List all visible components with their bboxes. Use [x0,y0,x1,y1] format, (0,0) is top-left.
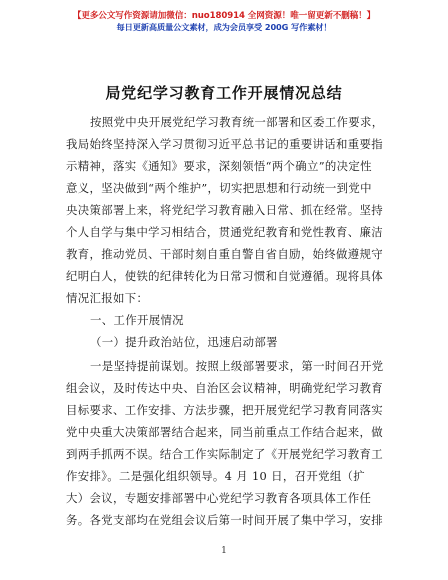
body-line: 作安排》。二是强化组织领导。4 月 10 日，召开党组（扩 [66,469,366,483]
body-line: 意义，坚决做到“两个维护”，切实把思想和行动统一到党中 [66,181,372,195]
body-line: 组会议，及时传达中央、自治区会议精神，明确党纪学习教育 [66,381,383,395]
page-number: 1 [221,546,227,556]
body-line: 务。各党支部均在党组会议后第一时间开展了集中学习，安排 [66,513,383,527]
body-line: 个人自学与集中学习相结合，贯通党纪教育和党性教育、廉洁 [66,225,383,239]
body-line: 大）会议，专题安排部署中心党纪学习教育各项具体工作任 [66,491,372,505]
body-line: 按照党中央开展党纪学习教育统一部署和区委工作要求， [90,115,384,129]
body-line: 示精神，落实《通知》要求，深刻领悟“两个确立”的决定性 [66,159,372,173]
promo-banner-line-2: 每日更新高质量公文素材，成为会员享受 200G 写作素材！ [116,22,332,32]
body-line: 央决策部署上来，将党纪学习教育融入日常、抓在经常。坚持 [66,203,383,217]
body-line: 党中央重大决策部署结合起来，同当前重点工作结合起来，做 [66,425,383,439]
body-line: 目标要求、工作安排、方法步骤，把开展党纪学习教育同落实 [66,403,383,417]
body-line: 情况汇报如下： [66,291,149,305]
body-line: 我局始终坚持深入学习贯彻习近平总书记的重要讲话和重要指 [66,137,383,151]
body-line: 一是坚持提前谋划。按照上级部署要求，第一时间召开党 [90,359,384,373]
body-line: 纪明白人，使铁的纪律转化为日常习惯和自觉遵循。现将具体 [66,269,383,283]
body-line: 到两手抓两不误。结合工作实际制定了《开展党纪学习教育工 [66,447,383,461]
document-title: 局党纪学习教育工作开展情况总结 [105,84,343,102]
section-heading: 一、工作开展情况 [90,313,184,327]
body-line: 教育，推动党员、干部时刻自重自警自省自励，始终做遵规守 [66,247,383,261]
promo-banner-line-1: 【更多公文写作资源请加微信：nuo180914 全网资源！唯一留更新不删稿！】 [72,11,376,21]
subsection-heading: （一）提升政治站位，迅速启动部署 [90,335,278,349]
